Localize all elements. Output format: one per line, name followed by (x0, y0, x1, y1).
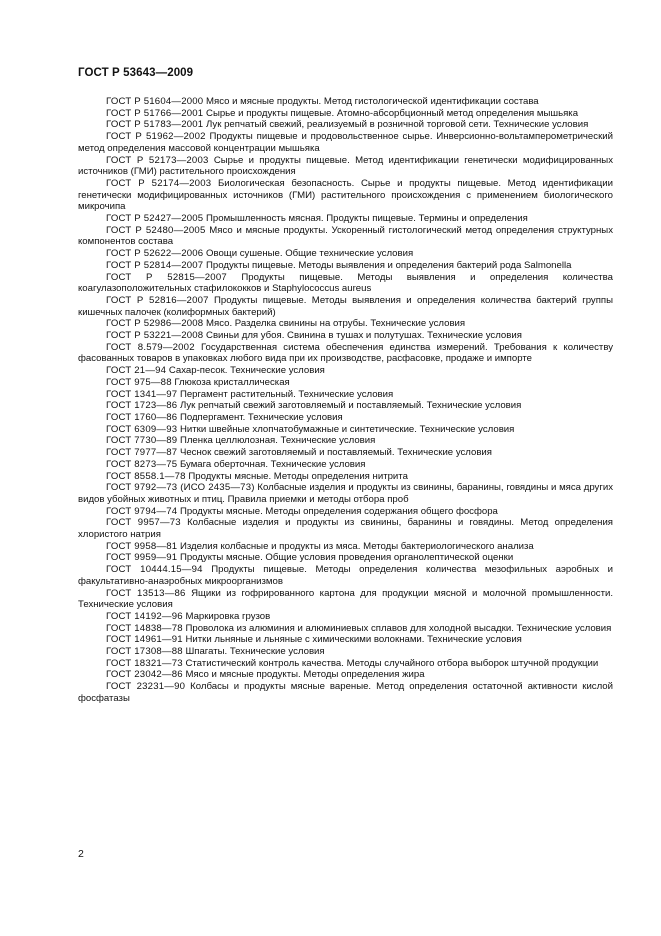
reference-code: ГОСТ Р 52814—2007 (106, 259, 204, 271)
reference-code: ГОСТ 8273—75 (106, 458, 178, 470)
reference-item (78, 213, 613, 225)
reference-title: Нитки льняные и льняные с химическими волокнами. Технические условия (185, 634, 522, 646)
reference-code: ГОСТ 6309—93 (106, 423, 178, 435)
reference-title: Мясо. Разделка свинины на отрубы. Технические условия (206, 318, 466, 330)
reference-title: Ящики из гофрированного картона для продукции мясной и молочной промышленности. Технические условия (78, 587, 614, 611)
reference-title: Промышленность мясная. Продукты пищевые. Термины и определения (206, 213, 528, 225)
reference-code: ГОСТ 1341—97 (106, 388, 178, 400)
reference-code: ГОСТ Р 51604—2000 (106, 96, 204, 107)
reference-item (78, 482, 613, 505)
reference-item (78, 365, 613, 377)
reference-title: Биологическая безопасность. Сырье и продукты пищевые. Метод идентификации генетически модифицированных источников (ГМИ) растительного происхождения с применением биологического микрочипа (78, 177, 613, 213)
reference-title: Государственная система обеспечения единства измерений. Требования к количеству фасованных товаров в упаковках любого вида при их производстве, расфасовке, продаже и импорте (78, 341, 614, 365)
reference-item (78, 330, 613, 342)
reference-title: Колбасные изделия и продукты из свинины, баранины, говядины и мяса других видов убойных животных и птиц. Правила приемки и методы отбора проб (78, 482, 614, 505)
reference-item (78, 377, 613, 389)
reference-code: ГОСТ 1723—86 (106, 400, 178, 412)
document-header: ГОСТ Р 53643—2009 (78, 67, 194, 79)
reference-code: ГОСТ Р 52816—2007 (106, 294, 209, 306)
reference-code: ГОСТ Р 51783—2001 (106, 119, 204, 131)
reference-code: ГОСТ Р 52480—2005 (106, 224, 206, 236)
reference-item (78, 435, 613, 447)
reference-item (78, 424, 613, 436)
reference-title: Пленка целлюлозная. Технические условия (179, 435, 376, 447)
reference-code: ГОСТ 18321—73 (106, 657, 183, 669)
reference-item (78, 552, 613, 564)
reference-item (78, 131, 613, 154)
reference-code: ГОСТ 9958—81 (106, 540, 178, 552)
reference-title: Продукты пищевые. Методы определения количества мезофильных аэробных и факультативно-анаэробных микроорганизмов (78, 564, 613, 587)
reference-title: Мясо и мясные продукты. Методы определения жира (185, 669, 425, 681)
reference-code: ГОСТ Р 51962—2002 (106, 131, 206, 143)
reference-item (78, 564, 613, 587)
reference-code: ГОСТ 14192—96 (106, 610, 183, 622)
reference-title: Сахар-песок. Технические условия (168, 365, 325, 377)
reference-item (78, 248, 613, 260)
reference-item (78, 517, 613, 540)
reference-code: ГОСТ 9794—74 (106, 505, 178, 517)
reference-item (78, 260, 613, 272)
reference-item (78, 272, 613, 295)
reference-code: ГОСТ 21—94 (106, 365, 167, 377)
reference-item (78, 623, 613, 635)
reference-code: ГОСТ 9959—91 (106, 552, 178, 564)
reference-title: Продукты пищевые и продовольственное сырье. Инверсионно-вольтамперометрический метод определения массовой концентрации мышьяка (78, 131, 613, 154)
reference-title: Шпагаты. Технические условия (185, 646, 325, 658)
reference-title: Мясо и мясные продукты. Метод гистологической идентификации состава (206, 96, 539, 107)
reference-title: Колбасы и продукты мясные вареные. Метод определения остаточной активности кислой фосфатазы (78, 681, 614, 704)
reference-title: Свиньи для убоя. Свинина в тушах и полутушах. Технические условия (206, 330, 522, 342)
reference-code: ГОСТ 8.579—2002 (106, 341, 195, 353)
reference-item (78, 400, 613, 412)
reference-code: ГОСТ 9957—73 (106, 517, 181, 529)
reference-item (78, 681, 613, 704)
reference-item (78, 541, 613, 553)
reference-item (78, 646, 613, 658)
reference-code: ГОСТ Р 52815—2007 (106, 271, 227, 283)
reference-item (78, 155, 613, 178)
reference-code: ГОСТ 7977—87 (106, 447, 178, 459)
reference-code: ГОСТ 10444.15—94 (106, 564, 203, 576)
reference-item (78, 295, 613, 318)
reference-title: Изделия колбасные и продукты из мяса. Методы бактериологического анализа (179, 540, 534, 552)
reference-item (78, 669, 613, 681)
reference-code: ГОСТ 14838—78 (106, 622, 183, 634)
reference-title: Маркировка грузов (185, 610, 271, 622)
reference-title: Статистический контроль качества. Методы случайного отбора выборок штучной продукции (185, 657, 599, 669)
reference-item (78, 634, 613, 646)
reference-title: Бумага оберточная. Технические условия (179, 458, 366, 470)
reference-code: ГОСТ Р 52173—2003 (106, 154, 209, 166)
reference-title: Продукты пищевые. Методы выявления и определения количества бактерий группы кишечных палочек (колиформных бактерий) (78, 294, 613, 318)
reference-title: Пергамент растительный. Технические условия (179, 388, 394, 400)
reference-title: Нитки швейные хлопчатобумажные и синтетические. Технические условия (179, 423, 515, 435)
reference-code: ГОСТ 13513—86 (106, 587, 186, 599)
reference-title: Продукты мясные. Методы определения нитрита (188, 470, 408, 482)
reference-code: ГОСТ 7730—89 (106, 435, 178, 447)
reference-title: Мясо и мясные продукты. Ускоренный гистологический метод определения структурных компонентов состава (78, 224, 613, 248)
reference-item (78, 588, 613, 611)
reference-title: Лук репчатый свежий заготовляемый и поставляемый. Технические условия (179, 400, 522, 412)
reference-title: Продукты пищевые. Методы выявления и определения бактерий рода Salmonella (206, 259, 572, 271)
reference-item (78, 611, 613, 623)
reference-item (78, 506, 613, 518)
reference-code: ГОСТ 23042—86 (106, 669, 183, 681)
reference-code: ГОСТ 17308—88 (106, 646, 183, 658)
reference-item (78, 225, 613, 248)
reference-title: Продукты мясные. Методы определения содержания общего фосфора (179, 505, 498, 517)
reference-item (78, 108, 613, 120)
reference-item (78, 412, 613, 424)
reference-item (78, 447, 613, 459)
reference-code: ГОСТ 9792—73 (ИСО 2435—73) (106, 482, 255, 494)
reference-code: ГОСТ 975—88 (106, 376, 172, 388)
reference-code: ГОСТ Р 52622—2006 (106, 248, 204, 260)
reference-code: ГОСТ Р 51766—2001 (106, 107, 204, 119)
reference-item (78, 178, 613, 213)
reference-code: ГОСТ Р 53221—2008 (106, 330, 204, 342)
reference-title: Сырье и продукты пищевые. Метод идентификации генетически модифицированных источников (ГМИ) растительного происхождения (78, 154, 613, 178)
reference-item (78, 459, 613, 471)
reference-title: Глюкоза кристаллическая (174, 376, 290, 388)
reference-item (78, 318, 613, 330)
normative-references-list (78, 96, 613, 705)
reference-title: Подпергамент. Технические условия (179, 411, 343, 423)
reference-item (78, 471, 613, 483)
reference-title: Чеснок свежий заготовляемый и поставляемый. Технические условия (179, 447, 492, 459)
reference-code: ГОСТ 8558.1—78 (106, 470, 186, 482)
reference-code: ГОСТ 1760—86 (106, 411, 178, 423)
reference-item (78, 342, 613, 365)
page-number: 2 (78, 848, 84, 860)
reference-code: ГОСТ Р 52174—2003 (106, 177, 212, 189)
reference-code: ГОСТ Р 52427—2005 (106, 213, 204, 225)
reference-item (78, 658, 613, 670)
reference-title: Лук репчатый свежий, реализуемый в розничной торговой сети. Технические условия (206, 119, 589, 131)
reference-title: Овощи сушеные. Общие технические условия (206, 248, 414, 260)
reference-title: Проволока из алюминия и алюминиевых сплавов для холодной высадки. Технические условия (185, 622, 612, 634)
reference-title: Продукты пищевые. Методы выявления и определения количества коагулазоположительных стафилококков и Staphylococcus aureus (78, 271, 613, 295)
reference-code: ГОСТ 14961—91 (106, 634, 183, 646)
reference-title: Продукты мясные. Общие условия проведения органолептической оценки (179, 552, 514, 564)
reference-item (78, 119, 613, 131)
reference-title: Колбасные изделия и продукты из свинины, баранины и говядины. Метод определения хлористого натрия (78, 517, 613, 541)
reference-title: Сырье и продукты пищевые. Атомно-абсорбционный метод определения мышьяка (206, 107, 579, 119)
reference-code: ГОСТ Р 52986—2008 (106, 318, 204, 330)
reference-item (78, 389, 613, 401)
reference-item (78, 96, 613, 108)
reference-code: ГОСТ 23231—90 (106, 681, 186, 693)
